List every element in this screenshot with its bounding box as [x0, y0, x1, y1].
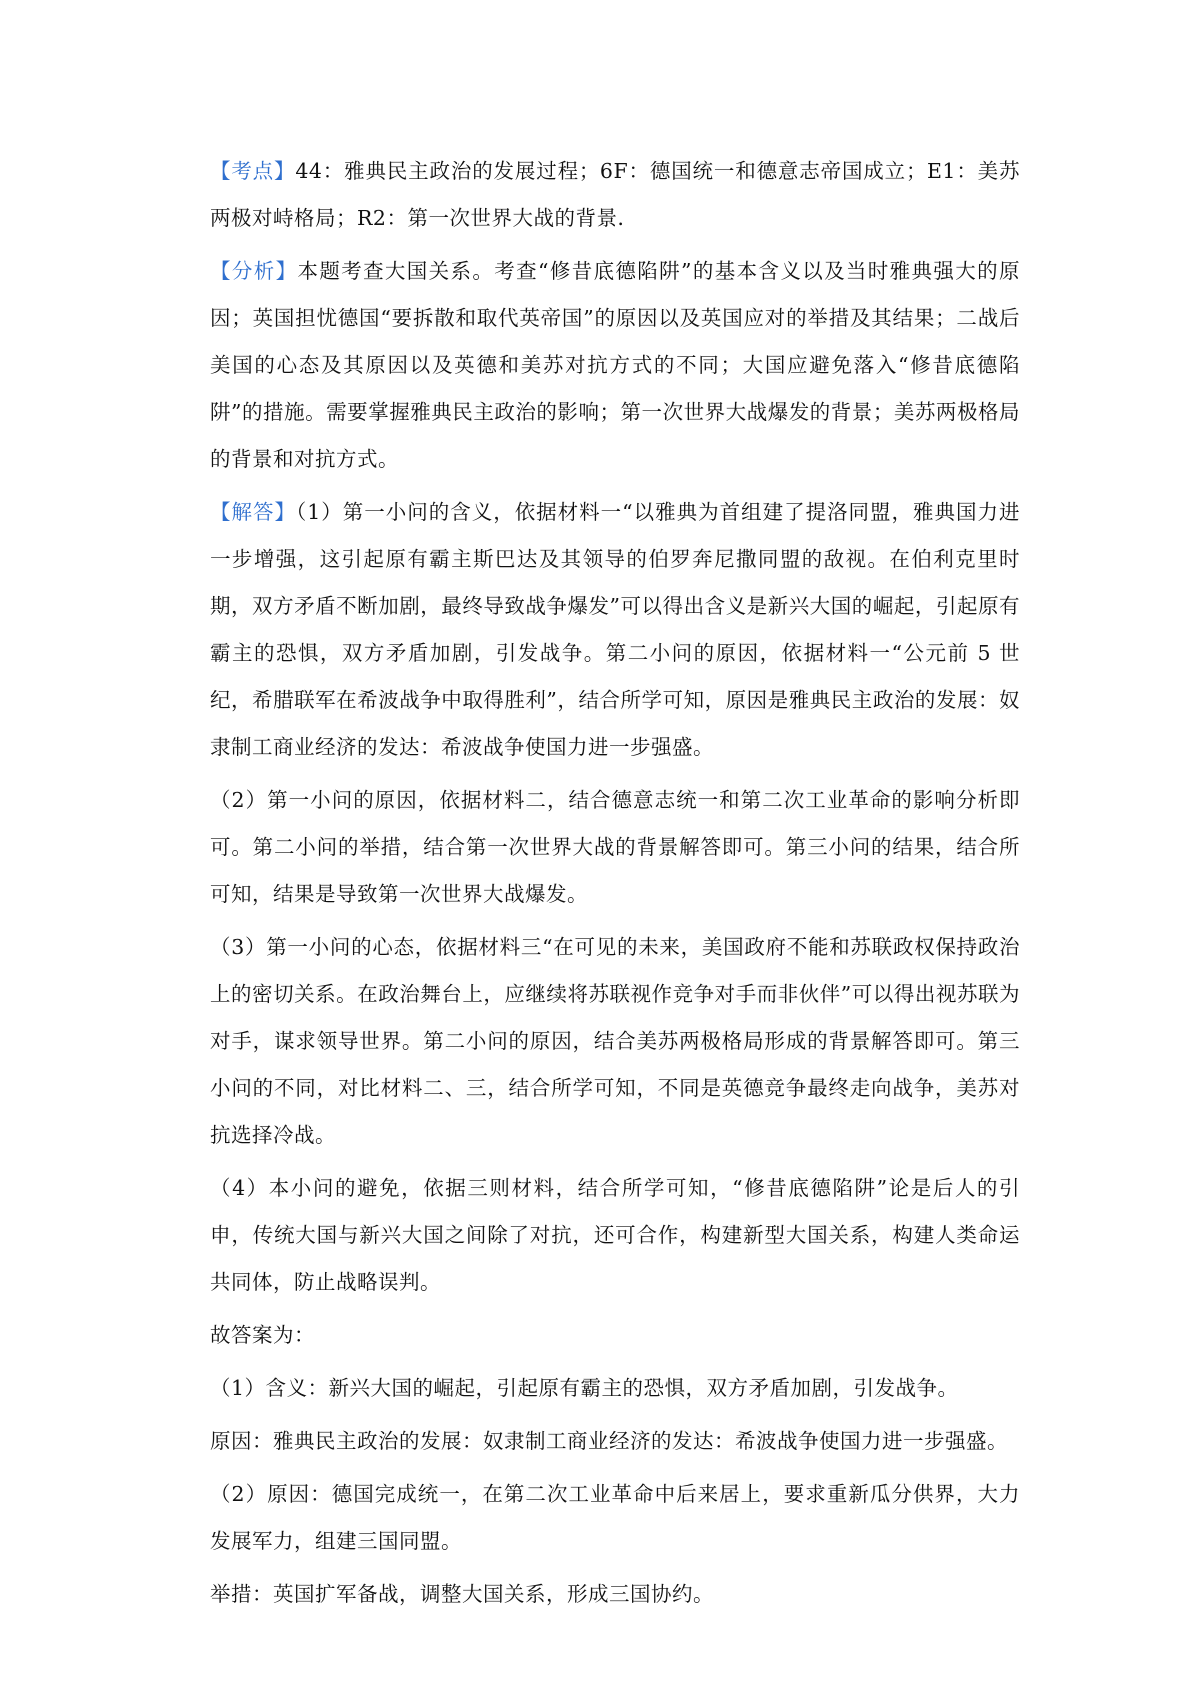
- jieda-paragraph: [210, 489, 1020, 771]
- answer-intro: 故答案为：: [210, 1323, 315, 1347]
- document-page: [210, 148, 1020, 1624]
- kaodian-paragraph: [210, 148, 1020, 242]
- fenxi-text: 本题考查大国关系。考查“修昔底德陷阱”的基本含义以及当时雅典强大的原因；英国担忧德国“要拆散和取代英帝国”的原因以及英国应对的举措及其结果；二战后美国的心态及其原因以及英德和美苏对抗方式的不同；大国应避免落入“修昔底德陷阱”的措施。需要掌握雅典民主政治的影响；第一次世界大战爆发的背景；美苏两极格局的背景和对抗方式。: [210, 259, 1020, 471]
- jieda-text: （1）第一小问的含义，依据材料一“以雅典为首组建了提洛同盟，雅典国力进一步增强，这引起原有霸主斯巴达及其领导的伯罗奔尼撒同盟的敌视。在伯利克里时期，双方矛盾不断加剧，最终导致战争爆发”可以得出含义是新兴大国的崛起，引起原有霸主的恐惧，双方矛盾加剧，引发战争。第二小问的原因，依据材料一“公元前 5 世纪，希腊联军在希波战争中取得胜利”，结合所学可知，原因是雅典民主政治的发展：奴隶制工商业经济的发达：希波战争使国力进一步强盛。: [210, 500, 1021, 759]
- kaodian-text: 44：雅典民主政治的发展过程；6F：德国统一和德意志帝国成立；E1：美苏两极对峙格局；R2：第一次世界大战的背景．: [210, 159, 1021, 230]
- answer-1-meaning: （1）含义：新兴大国的崛起，引起原有霸主的恐惧，双方矛盾加剧，引发战争。: [210, 1376, 959, 1400]
- fenxi-tag: 【分析】: [210, 259, 298, 283]
- answer-2-measure: 举措：英国扩军备战，调整大国关系，形成三国协约。: [210, 1582, 714, 1606]
- question-4-explanation: （4）本小问的避免，依据三则材料，结合所学可知，“修昔底德陷阱”论是后人的引申，传统大国与新兴大国之间除了对抗，还可合作，构建新型大国关系，构建人类命运共同体，防止战略误判。: [210, 1176, 1020, 1294]
- answer-2-reason: （2）原因：德国完成统一，在第二次工业革命中后来居上，要求重新瓜分供界，大力发展军力，组建三国同盟。: [210, 1482, 1020, 1553]
- fenxi-paragraph: [210, 248, 1020, 483]
- question-3-explanation: （3）第一小问的心态，依据材料三“在可见的未来，美国政府不能和苏联政权保持政治上的密切关系。在政治舞台上，应继续将苏联视作竞争对手而非伙伴”可以得出视苏联为对手，谋求领导世界。第二小问的原因，结合美苏两极格局形成的背景解答即可。第三小问的不同，对比材料二、三，结合所学可知，不同是英德竞争最终走向战争，美苏对抗选择冷战。: [210, 935, 1020, 1147]
- question-2-explanation: （2）第一小问的原因，依据材料二，结合德意志统一和第二次工业革命的影响分析即可。第二小问的举措，结合第一次世界大战的背景解答即可。第三小问的结果，结合所可知，结果是导致第一次世界大战爆发。: [210, 788, 1020, 906]
- jieda-tag: 【解答】: [210, 500, 296, 524]
- answer-1-reason: 原因：雅典民主政治的发展：奴隶制工商业经济的发达：希波战争使国力进一步强盛。: [210, 1429, 1008, 1453]
- kaodian-tag: 【考点】: [210, 159, 296, 183]
